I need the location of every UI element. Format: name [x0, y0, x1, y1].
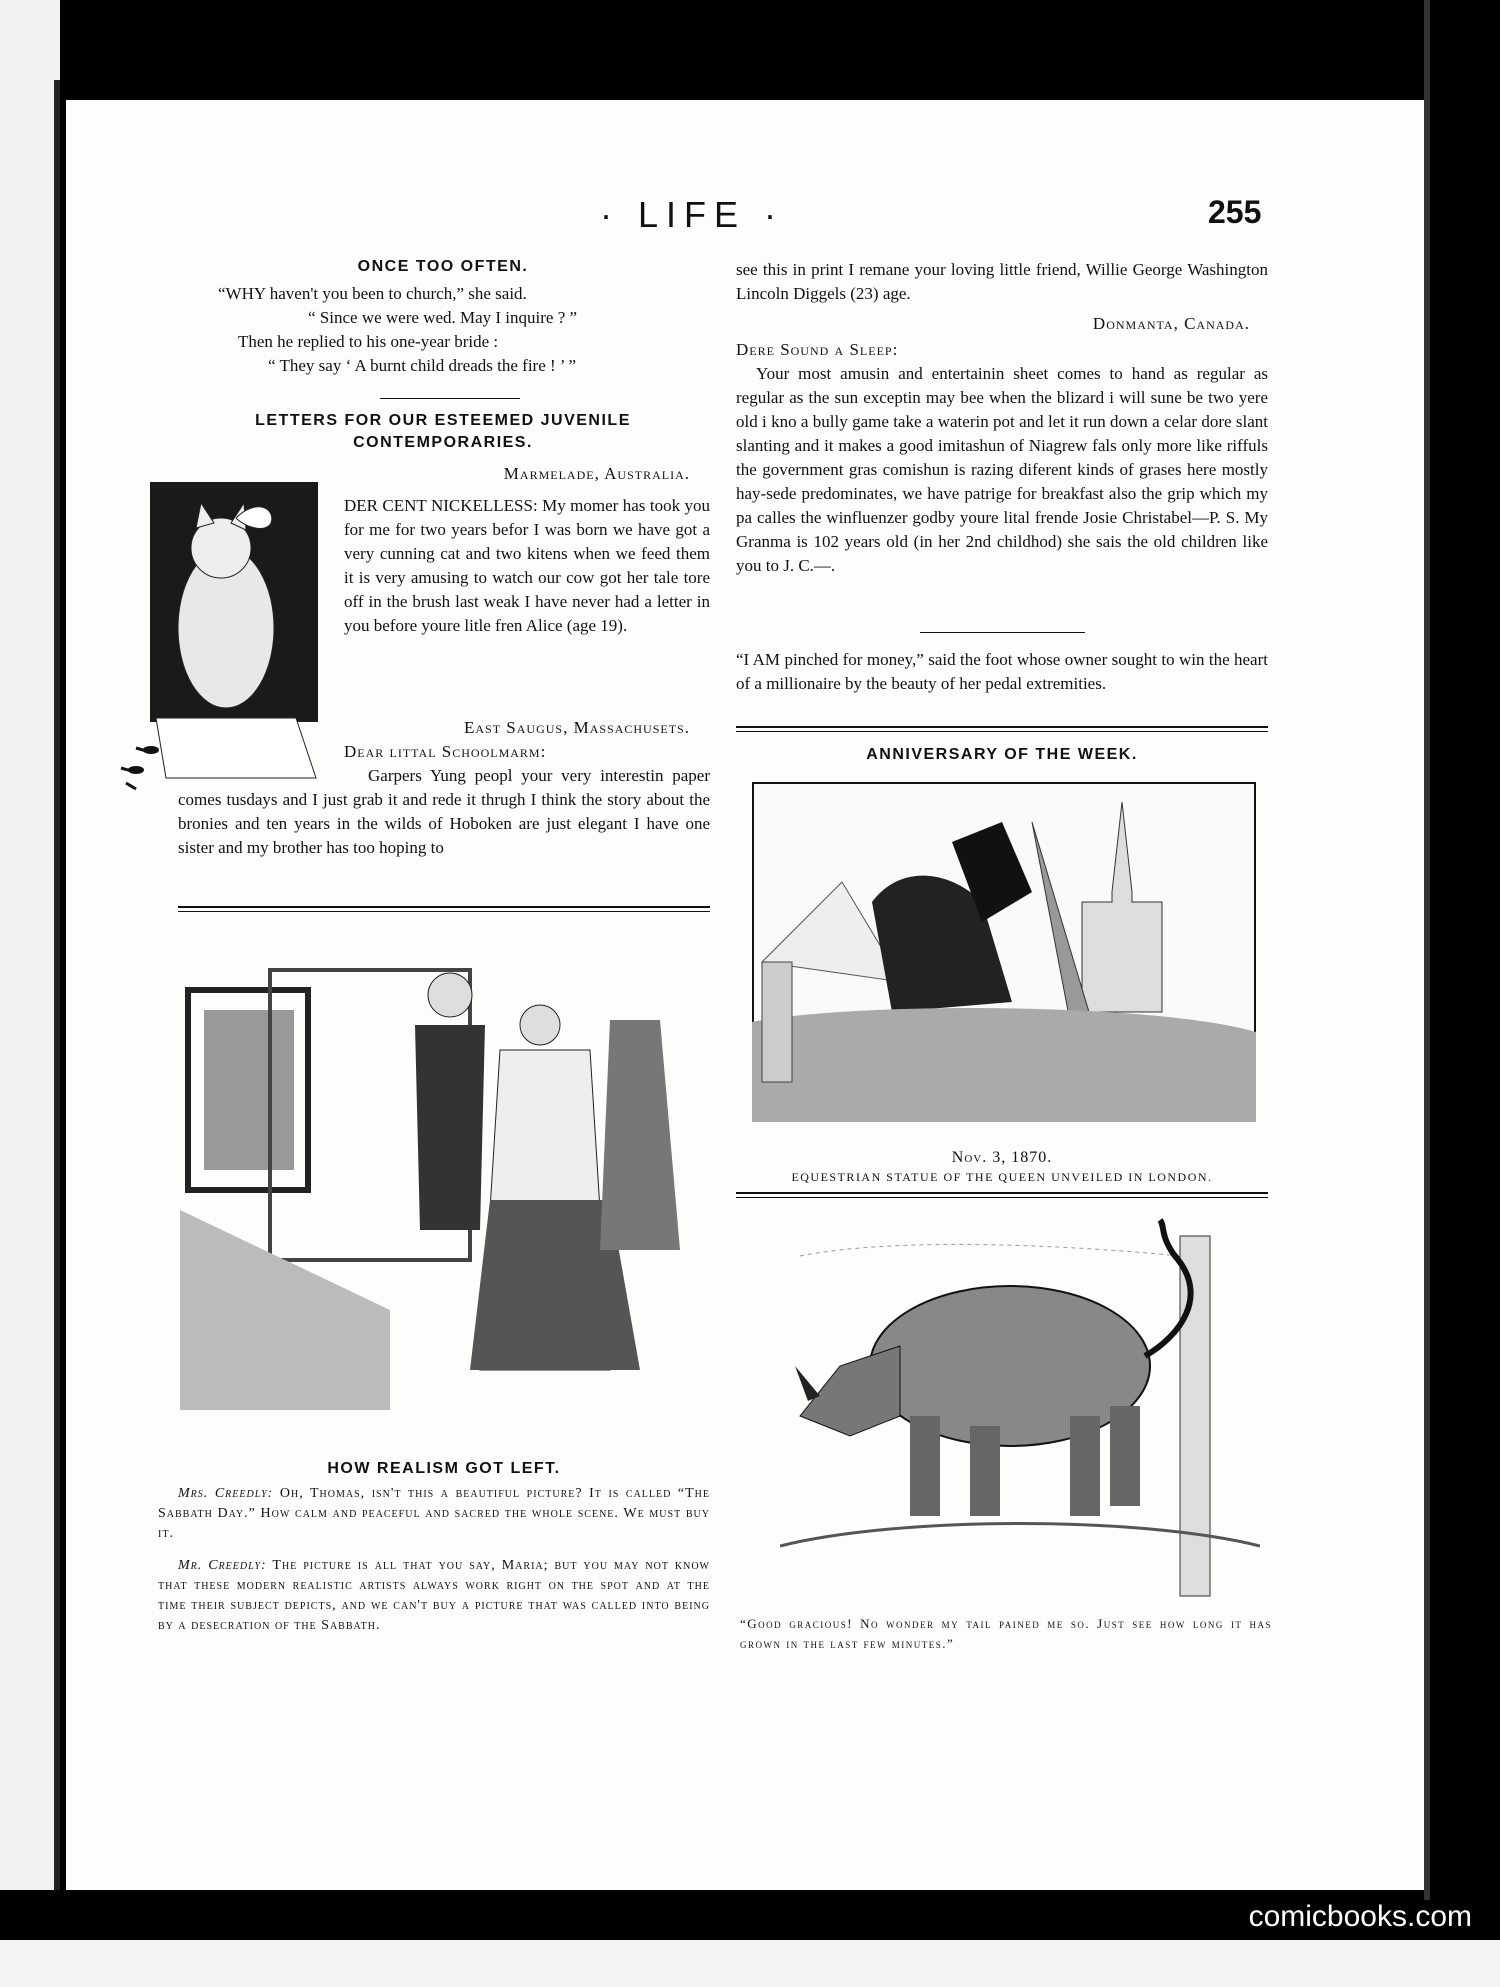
letter-alice	[344, 494, 710, 638]
page-number: 255	[1208, 194, 1262, 230]
realism-line-1: Oh, Thomas, isn't this a beautiful picture? It is called “The Sabbath Day.” How calm and peaceful and sacred the whole scene. We must buy it.	[158, 1486, 710, 1541]
right-page-edge	[1424, 0, 1430, 1900]
realism-line-2: The picture is all that you say, Maria; but you may not know that these modern realistic artists always work right on the spot and at the time their subject depicts, and we can't buy a picture that was called into being by a desecration of the Sabbath.	[158, 1558, 710, 1633]
anniversary-title: ANNIVERSARY OF THE WEEK.	[866, 746, 1138, 763]
gutter	[54, 80, 60, 1890]
letter-willie: Garpers Yung peopl your very interestin paper comes tusdays and I just grab it and rede it thrugh I think the story about the bronies and ten years in the wilds of Hoboken are just elegant I have one sister and my brother has too hoping to	[178, 766, 710, 857]
place-east-saugus: East Saugus, Massachusets.	[464, 718, 690, 737]
poem	[178, 282, 708, 378]
double-rule	[736, 726, 1268, 732]
divider	[380, 398, 520, 399]
pinched-paragraph: “I AM pinched for money,” said the foot whose owner sought to win the heart of a millionaire by the beauty of her pedal extremities.	[736, 650, 1268, 693]
place-marmelade: Marmelade, Australia.	[503, 464, 690, 483]
poem-line: “ Since we were wed. May I inquire ? ”	[308, 308, 578, 327]
salutation-schoolmarm: Dear littal Schoolmarm:	[344, 742, 547, 761]
poem-line: “ They say ‘ A burnt child dreads the fire ! ’ ”	[268, 356, 577, 375]
cat-illustration	[96, 478, 336, 798]
gallery-illustration	[180, 950, 708, 1410]
letter-alice-text: DER CENT NICKELLESS: My momer has took you for me for two years befor I was born we have got a very cunning cat and two kitens when we feed them it is very amusing to watch our cow got her tale tore off in the brush last weak I have never had a letter in you before youre litle fren Alice (age 19).	[344, 496, 710, 635]
next-page-edge	[0, 1940, 1500, 1987]
double-rule	[736, 1192, 1268, 1198]
place-donmanta: Donmanta, Canada.	[1092, 314, 1250, 333]
brand-watermark: comicbooks.com	[1248, 1900, 1472, 1933]
left-page-edge	[0, 0, 60, 1890]
rhino-caption: “Good gracious! No wonder my tail pained me so. Just see how long it has grown in the last few minutes.”	[740, 1616, 1272, 1651]
realism-dialogue-1	[158, 1484, 710, 1544]
salutation-sound-a-sleep: Dere Sound a Sleep:	[736, 340, 899, 359]
speaker-mr-creedly: Mr. Creedly:	[178, 1558, 267, 1573]
realism-dialogue-2	[158, 1556, 710, 1636]
anniversary-caption: EQUESTRIAN STATUE OF THE QUEEN UNVEILED IN LONDON.	[791, 1170, 1213, 1184]
once-too-often-title: ONCE TOO OFTEN.	[357, 258, 529, 275]
double-rule	[178, 906, 710, 912]
statue-illustration	[752, 782, 1256, 1122]
rhino-illustration	[780, 1216, 1260, 1626]
anniversary-date: Nov. 3, 1870.	[951, 1149, 1053, 1166]
letter-willie-cont: see this in print I remane your loving little friend, Willie George Washington Lincoln Diggels (23) age.	[736, 260, 1268, 303]
masthead: · LIFE ·	[600, 194, 785, 235]
divider	[920, 632, 1085, 633]
speaker-mrs-creedly: Mrs. Creedly:	[178, 1486, 274, 1501]
realism-title: HOW REALISM GOT LEFT.	[327, 1460, 561, 1477]
poem-line: “WHY haven't you been to church,” she said.	[218, 284, 527, 303]
poem-line: Then he replied to his one-year bride :	[238, 332, 499, 351]
letter-josie: Your most amusin and entertainin sheet comes to hand as regular as regular as the sun exceptin may bee when the blizard i will sune be two yere old i kno a bully game take a waterin pot and let it run down a celar dore slant slanting and it makes a good imitashun of Niagrew fals only more like riffuls the government gras comishun is razing diferent kinds of grases here mostly hay-sede predominates, we have patrige for breakfast also the grip which my pa calles the winfluenzer godby youre lital frende Josie Christabel—P. S. My Granma is 102 years old (in her 2nd childhod) she sais the old children like you to J. C.—.	[736, 364, 1268, 575]
letters-title: LETTERS FOR OUR ESTEEMED JUVENILE CONTEMPORARIES.	[255, 412, 631, 451]
once-too-often	[178, 258, 708, 378]
